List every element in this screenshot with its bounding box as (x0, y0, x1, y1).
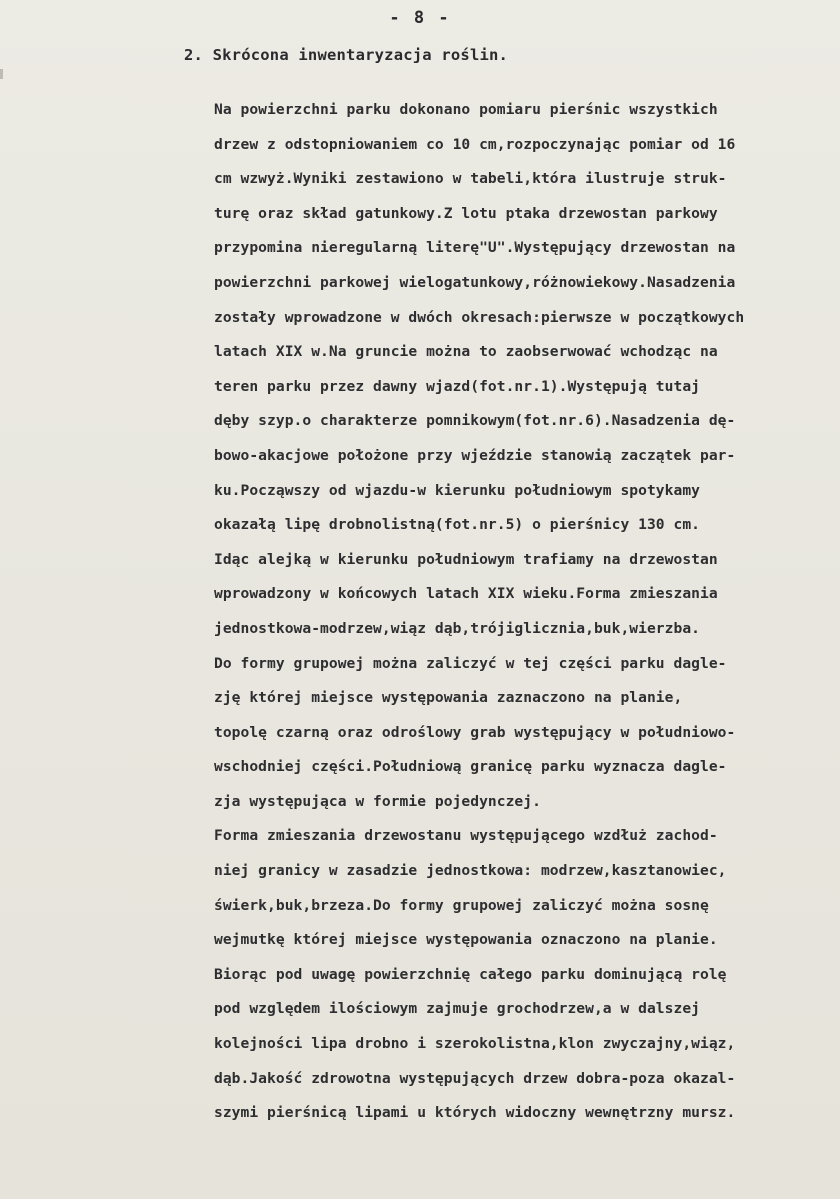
margin-mark (0, 69, 3, 79)
text-line: wprowadzony w końcowych latach XIX wieku.Forma zmieszania (214, 585, 718, 603)
text-line: wschodniej części.Południową granicę parku wyznacza dagle- (214, 758, 727, 776)
text-line: dęby szyp.o charakterze pomnikowym(fot.nr.6).Nasadzenia dę- (214, 412, 736, 430)
text-line: cm wzwyż.Wyniki zestawiono w tabeli,która ilustruje struk- (214, 170, 727, 188)
text-line: Na powierzchni parku dokonano pomiaru pierśnic wszystkich (214, 101, 718, 118)
text-line: jednostkowa-modrzew,wiąz dąb,trójiglicznia,buk,wierzba. (214, 619, 700, 637)
text-line: bowo-akacjowe położone przy wjeździe stanowią zaczątek par- (214, 446, 736, 464)
text-line: wejmutkę której miejsce występowania oznaczono na planie. (214, 931, 718, 949)
text-line: zję której miejsce występowania zaznaczono na planie, (214, 689, 683, 707)
text-line: świerk,buk,brzeza.Do formy grupowej zaliczyć można sosnę (214, 896, 709, 914)
text-line: zostały wprowadzone w dwóch okresach:pierwsze w początkowych (214, 308, 745, 326)
text-line: teren parku przez dawny wjazd(fot.nr.1).Występują tutaj (214, 377, 700, 395)
text-line: ku.Począwszy od wjazdu-w kierunku południowym spotykamy (214, 481, 700, 499)
text-line: Forma zmieszania drzewostanu występującego wzdłuż zachod- (214, 827, 718, 845)
text-line: pod względem ilościowym zajmuje grochodrzew,a w dalszej (214, 1000, 700, 1018)
text-line: Do formy grupowej można zaliczyć w tej części parku dagle- (214, 654, 727, 672)
text-line: Idąc alejką w kierunku południowym trafiamy na drzewostan (214, 550, 718, 568)
text-line: okazałą lipę drobnolistną(fot.nr.5) o pierśnicy 130 cm. (214, 516, 700, 534)
text-line: przypomina nieregularną literę"U".Występujący drzewostan na (214, 239, 736, 257)
text-line: topolę czarną oraz odroślowy grab występujący w południowo- (214, 723, 736, 741)
text-line: szymi pierśnicą lipami u których widoczny wewnętrzny mursz. (214, 1104, 736, 1122)
text-line: zja występująca w formie pojedynczej. (214, 792, 541, 810)
text-line: niej granicy w zasadzie jednostkowa: modrzew,kasztanowiec, (214, 862, 727, 880)
text-line: latach XIX w.Na gruncie można to zaobserwować wchodząc na (214, 343, 718, 361)
section-heading: 2. Skrócona inwentaryzacja roślin. (184, 46, 509, 64)
text-line: kolejności lipa drobno i szerokolistna,klon zwyczajny,wiąz, (214, 1035, 736, 1053)
text-line: powierzchni parkowej wielogatunkowy,różnowiekowy.Nasadzenia (214, 273, 736, 291)
page-number: - 8 - (389, 8, 451, 28)
text-line: Biorąc pod uwagę powierzchnię całego parku dominującą rolę (214, 965, 727, 983)
text-line: dąb.Jakość zdrowotna występujących drzew dobra-poza okazal- (214, 1069, 736, 1087)
text-line: turę oraz skład gatunkowy.Z lotu ptaka drzewostan parkowy (214, 204, 718, 222)
body-text (214, 93, 838, 1131)
text-line: drzew z odstopniowaniem co 10 cm,rozpoczynając pomiar od 16 (214, 135, 736, 153)
